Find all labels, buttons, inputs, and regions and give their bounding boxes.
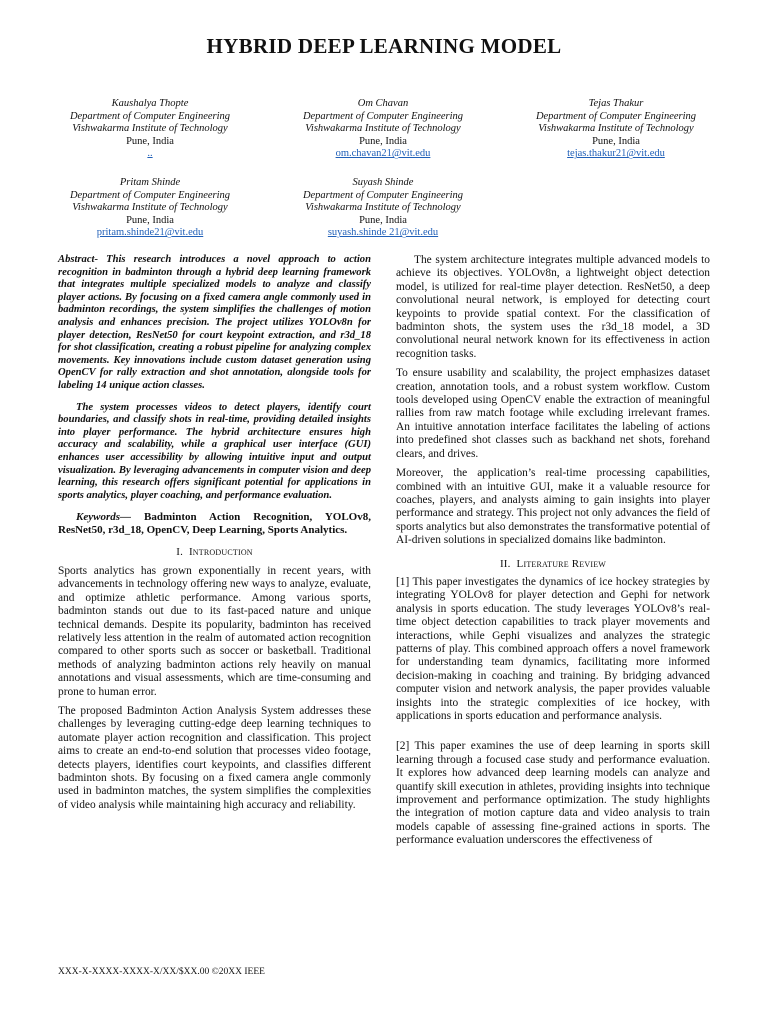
section-title: Literature Review (516, 557, 607, 570)
author-block (30, 98, 270, 161)
left-column (58, 254, 371, 812)
body-paragraph: To ensure usability and scalability, the project emphasizes dataset creation, annotation tools, and a robust system workflow. Custom tools developed using OpenCV enable the extraction of meaningful rallies from raw match footage while excluding irrelevant frames. An intuitive annotation interface facilitates the labeling of actions into predefined shot classes such as backhand net shots, forehand clears, and drives. (396, 367, 710, 460)
abstract-paragraph: Abstract- This research introduces a novel approach to action recognition in badminton through a hybrid deep learning framework that integrates multiple specialized models to analyze and classify player actions. By focusing on a fixed camera angle commonly used in badminton recordings, the system simplifies the challenges of motion analysis and enhances precision. The project utilizes YOLOv8n for player detection, ResNet50 for court keypoint extraction, and r3d_18 for shot classification, creating a robust pipeline for analyzing complex movements. Key innovations include custom dataset generation using OpenCV for rally extraction and shot annotation, alongside tools for labeling 14 unique action classes. (58, 254, 371, 391)
author-dept: Department of Computer Engineering (302, 110, 464, 122)
body-paragraph: The proposed Badminton Action Analysis System addresses these challenges by leveraging cutting-edge deep learning techniques to automate player action recognition and classification. This project aims to create an end-to-end solution that processes video footage, detects players, identifies court keypoints, and classifies different badminton shots. By focusing on a fixed camera angle commonly used in badminton matches, the system simplifies the complexities of video analysis while maintaining high accuracy and reliability. (58, 704, 371, 811)
keywords-label: Keywords— (76, 511, 131, 524)
author-name: Tejas Thakur (588, 98, 644, 109)
right-column (396, 254, 710, 848)
author-email-link[interactable]: pritam.shinde21@vit.edu (96, 227, 204, 239)
body-paragraph: Sports analytics has grown exponentially in recent years, with advancements in technology offering new ways to analyze, evaluate, and optimize athletic performance. Among various sports, badminton stands out due to its fast-paced nature and unique technical demands. Despite its popularity, badminton has received relatively less attention in the realm of automated action recognition compared to other sports such as soccer or basketball. Traditional methods of analyzing badminton actions rely heavily on manual annotations and visual assessments, which are time-consuming and prone to human error. (58, 564, 371, 698)
keywords (58, 511, 371, 536)
author-email-link[interactable]: suyash.shinde 21@vit.edu (327, 227, 439, 239)
paper-title: HYBRID DEEP LEARNING MODEL (206, 34, 562, 58)
author-inst: Vishwakarma Institute of Technology (72, 202, 228, 214)
author-name: Kaushalya Thopte (111, 98, 189, 109)
author-name: Om Chavan (357, 98, 409, 109)
abstract-paragraph: The system processes videos to detect players, identify court boundaries, and classify shots in real-time, providing detailed insights into player performance. The hybrid architecture ensures high accuracy and scalability, while a graphical user interface (GUI) enhances user accessibility by allowing intuitive input and output visualization. By leveraging advancements in computer vision and deep learning, this research offers significant potential for applications in sports analytics, player coaching, and performance evaluation. (58, 401, 371, 501)
keywords-text: Badminton Action Recognition, YOLOv8, ResNet50, r3d_18, OpenCV, Deep Learning, Sports Analytics. (58, 511, 371, 536)
author-city: Pune, India (126, 135, 174, 147)
author-city: Pune, India (359, 135, 407, 147)
author-city: Pune, India (126, 214, 174, 226)
author-email-link[interactable]: .. (147, 148, 153, 160)
author-city: Pune, India (592, 135, 640, 147)
author-block (263, 177, 503, 240)
body-paragraph: [2] This paper examines the use of deep learning in sports skill learning through a focused case study and performance evaluation. It explores how advanced deep learning models can analyze and quantify skill execution in athletes, providing insights into technique improvement and performance optimization. The study highlights the integration of motion capture data and video analysis to train models capable of assessing fine-grained actions in sports. The performance evaluation underscores the effectiveness of (396, 740, 710, 847)
copyright-footer: XXX-X-XXXX-XXXX-X/XX/$XX.00 ©20XX IEEE (58, 967, 265, 977)
author-email-link[interactable]: om.chavan21@vit.edu (335, 148, 431, 160)
author-name: Suyash Shinde (352, 177, 414, 188)
section-number: II. (499, 557, 511, 570)
body-paragraph: [1] This paper investigates the dynamics of ice hockey strategies by integrating YOLOv8 for player detection and Gephi for network analysis in sports education. The study leverages YOLOv8’s real-time object detection capabilities to track player movements and interactions, while Gephi visualizes and analyzes the strategic patterns of play. This combined approach offers a novel framework for understanding team dynamics, facilitating more informed decision-making in coaching and training. By bridging advanced computer vision and network analysis, the paper provides valuable insights into the strategic complexities of ice hockey, with applications in sports education and performance analysis. (396, 575, 710, 722)
author-inst: Vishwakarma Institute of Technology (538, 123, 694, 135)
author-dept: Department of Computer Engineering (302, 189, 464, 201)
body-paragraph: Moreover, the application’s real-time processing capabilities, combined with an intuitive GUI, make it a valuable resource for coaches, players, and analysts aiming to gain insights into player performance and strategy. This project not only advances the field of sports analytics but also demonstrates the transformative potential of AI-driven solutions in specialized domains like badminton. (396, 467, 710, 547)
author-inst: Vishwakarma Institute of Technology (305, 202, 461, 214)
author-inst: Vishwakarma Institute of Technology (72, 123, 228, 135)
author-name: Pritam Shinde (119, 177, 181, 188)
section-heading-literature-review (396, 558, 710, 571)
author-dept: Department of Computer Engineering (535, 110, 697, 122)
body-paragraph: The system architecture integrates multiple advanced models to achieve its objectives. YOLOv8n, a lightweight object detection model, is utilized for real-time player detection. ResNet50, a deep convolutional neural network, is employed for detecting court keypoints to provide spatial context. For the classification of badminton shots, the system uses the r3d_18 model, a 3D convolutional neural network known for its effectiveness in action recognition tasks. (396, 254, 710, 360)
author-inst: Vishwakarma Institute of Technology (305, 123, 461, 135)
author-email-link[interactable]: tejas.thakur21@vit.edu (567, 148, 665, 160)
author-block (30, 177, 270, 240)
author-block (263, 98, 503, 161)
section-heading-introduction (58, 546, 371, 559)
section-number: I. (176, 546, 184, 559)
author-city: Pune, India (359, 214, 407, 226)
author-block (496, 98, 736, 161)
author-dept: Department of Computer Engineering (69, 189, 231, 201)
author-dept: Department of Computer Engineering (69, 110, 231, 122)
section-title: Introduction (188, 546, 253, 559)
